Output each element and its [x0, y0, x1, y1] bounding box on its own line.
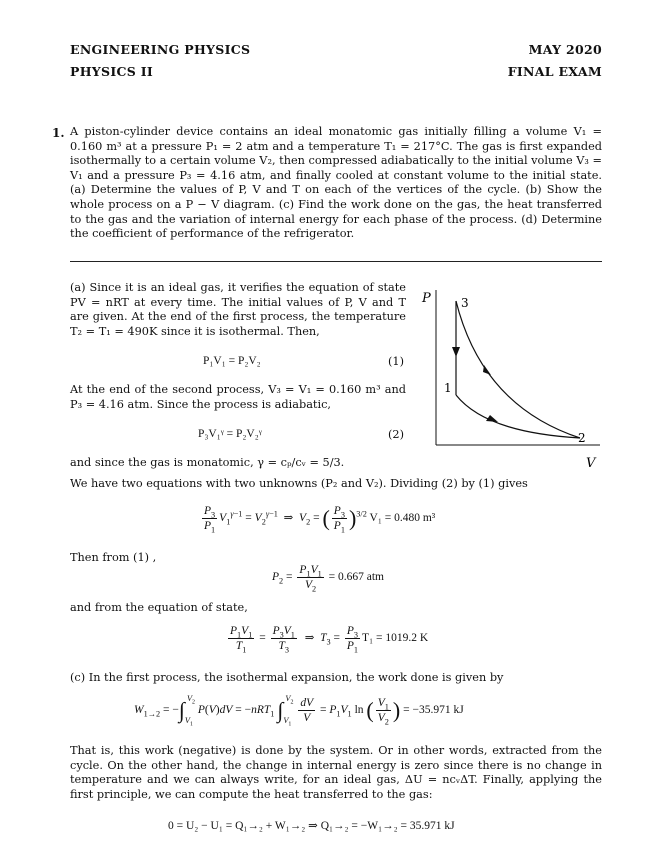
process-adiabatic [456, 301, 580, 438]
equation-work-result: = −35.971 kJ [403, 704, 464, 717]
arrow-adiabatic [483, 365, 491, 375]
problem-number: 1. [52, 126, 65, 140]
equation-v2-result: V₁ = 0.480 m³ [369, 512, 436, 525]
solution-para-a: (a) Since it is an ideal gas, it verifies the equation of state PV = nRT at every time. The initial values of P, V and T are given. At the end of the first process, the temperature T₂ = T₁ = 490K since it is isothermal. Then, [70, 281, 406, 338]
problem-statement: A piston-cylinder device contains an ideal monatomic gas initially filling a volume V₁ = 0.160 m³ at a pressure P₁ = 2 atm and a temperature T₁ = 217°C. The gas is first expanded isothermally to a certain volume V₂, then compressed adiabatically to the initial volume V₃ = V₁ and a pressure P₃ = 4.16 atm, and finally cooled at constant volume to the initial state. (a) Determine the values of P, V and T on each of the vertices of the cycle. (b) Show the whole process on a P − V diagram. (c) Find the work done on the gas, the heat transferred to the gas and the variation of internal energy for each phase of the process. (d) Determine the coefficient of performance of the refrigerator. [70, 125, 602, 241]
vertex-label-2: 2 [578, 431, 586, 445]
equation-p2: $P_2$ = $\frac{P_1V_1}{V_2}$ = 0.667 atm [272, 564, 384, 594]
solution-para-c: (c) In the first process, the isothermal expansion, the work done is given by [70, 671, 504, 684]
vertex-label-3: 3 [461, 296, 469, 310]
equation-p2-result: = 0.667 atm [328, 571, 384, 584]
solution-para-two-equations: We have two equations with two unknowns (P₂ and V₂). Dividing (2) by (1) gives [70, 477, 528, 490]
solution-para-that-is: That is, this work (negative) is done by the system. Or in other words, extracted from the cycle. On the other hand, the change in internal energy is zero since there is no change in temperature and we can always write, for an ideal gas, ΔU = ncᵥΔT. Finally, applying the first principle, we can compute the heat transferred to the gas: [70, 744, 602, 801]
solution-para-gamma: and since the gas is monatomic, γ = cₚ/cᵥ = 5/3. [70, 456, 345, 469]
equation-2-number: (2) [388, 428, 405, 441]
exam-date: MAY 2020 [528, 42, 602, 57]
arrow-isochoric [452, 347, 460, 357]
equation-2: P₃V₁ᵞ = P₂V₂ᵞ [198, 428, 262, 440]
solution-then-from: Then from (1) , [70, 551, 157, 564]
arrow-isothermal [486, 415, 498, 422]
equation-v2: $\frac{P_3}{P_1}$ $V_1^{\gamma-1} = V_2^{\gamma-1}$ ⇒ $V_2$ = ( $\frac{P_3}{P_1}$ )$^{3/2}$ V₁ = 0.480 m³ [204, 505, 436, 535]
diagram-label-p: P [422, 291, 431, 306]
solution-para-adiabatic: At the end of the second process, V₃ = V₁ = 0.160 m³ and P₃ = 4.16 atm. Since the process is adiabatic, [70, 383, 406, 411]
solution-from-state: and from the equation of state, [70, 601, 248, 614]
equation-work: $W_{1\to 2} = -\int_{V_1}^{V_2}$ P(V)dV = −nRT$_1$ $\int_{V_1}^{V_2}$ $\frac{dV}{V}$ = $P_1V_1$ ln ( $\frac{V_1}{V_2}$ ) = −35.971 kJ [134, 694, 464, 728]
pv-diagram [420, 285, 620, 475]
diagram-label-v: V [586, 456, 596, 471]
equation-heat: 0 = U₂ − U₁ = Q₁→₂ + W₁→₂ ⇒ Q₁→₂ = −W₁→₂ = 35.971 kJ [168, 820, 455, 832]
equation-t3-result: T₁ = 1019.2 K [362, 632, 429, 645]
separator-rule [70, 261, 602, 262]
exam-type: FINAL EXAM [507, 64, 602, 79]
vertex-label-1: 1 [444, 381, 452, 395]
course-title: ENGINEERING PHYSICS [70, 42, 251, 57]
course-subtitle: PHYSICS II [70, 64, 154, 79]
equation-t3: $\frac{P_1V_1}{T_1}$ = $\frac{P_3V_1}{T_3}$ ⇒ $T_3$ = $\frac{P_3}{P_1}$ T₁ = 1019.2 K [230, 625, 429, 655]
equation-1: P₁V₁ = P₂V₂ [203, 355, 261, 367]
equation-1-number: (1) [388, 355, 405, 368]
